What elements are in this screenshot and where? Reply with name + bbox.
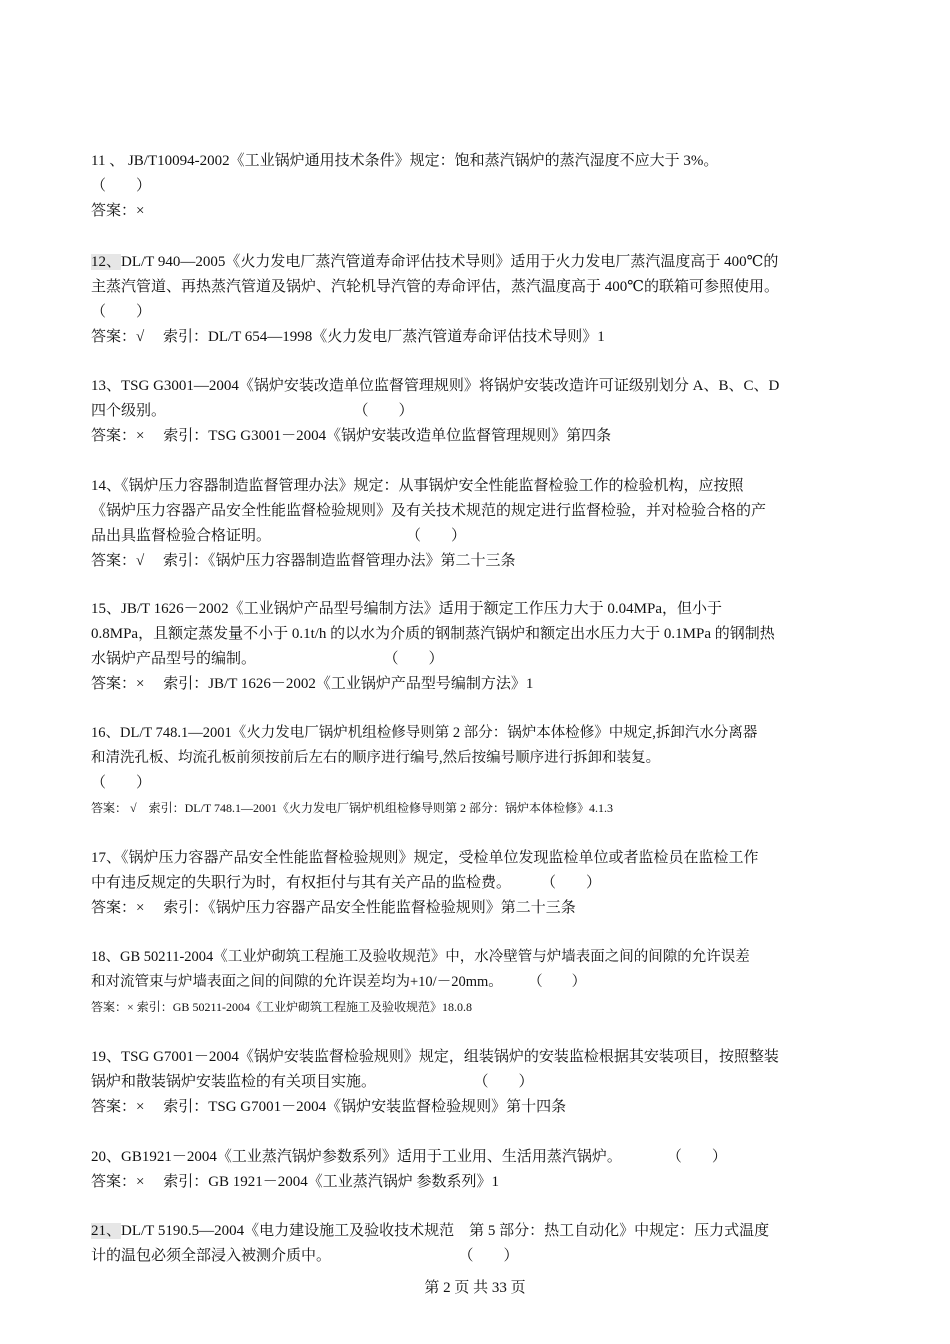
question-line: 计的温包必须全部浸入被测介质中。 （ ） bbox=[91, 1248, 519, 1264]
answer-line: 答案：× 索引：GB 1921－2004《工业蒸汽锅炉 参数系列》1 bbox=[91, 1174, 500, 1190]
question-line: 中有违反规定的失职行为时，有权拒付与其有关产品的监检费。 （ ） bbox=[91, 875, 602, 891]
question-line: （ ） bbox=[91, 178, 152, 194]
question-line: 11 、 JB/T10094-2002《工业锅炉通用技术条件》规定：饱和蒸汽锅炉的蒸汽湿度不应大于 3%。 bbox=[91, 153, 719, 169]
question-18 bbox=[91, 945, 863, 1020]
answer-line: 答案：× bbox=[91, 203, 145, 219]
question-16 bbox=[91, 721, 863, 821]
question-line: 13、TSG G3001—2004《锅炉安装改造单位监督管理规则》将锅炉安装改造许可证级别划分 A、B、C、D bbox=[91, 378, 780, 394]
answer-line: 答案： √ 索引：DL/T 748.1—2001《火力发电厂锅炉机组检修导则第 2 部分：锅炉本体检修》4.1.3 bbox=[91, 801, 614, 815]
question-text: DL/T 940—2005《火力发电厂蒸汽管道寿命评估技术导则》适用于火力发电厂蒸汽温度高于 400℃的 bbox=[121, 254, 779, 270]
question-12 bbox=[91, 250, 863, 350]
question-line: 和清洗孔板、均流孔板前须按前后左右的顺序进行编号,然后按编号顺序进行拆卸和装复。 bbox=[91, 750, 661, 766]
question-line: （ ） bbox=[91, 775, 152, 791]
question-line: （ ） bbox=[91, 304, 152, 320]
answer-line: 答案：× 索引：GB 50211-2004《工业炉砌筑工程施工及验收规范》18.0.8 bbox=[91, 1000, 472, 1014]
answer-line: 答案：× 索引：《锅炉压力容器产品安全性能监督检验规则》第二十三条 bbox=[91, 900, 576, 916]
answer-line: 答案：√ 索引：DL/T 654—1998《火力发电厂蒸汽管道寿命评估技术导则》1 bbox=[91, 329, 605, 345]
question-line: 16、DL/T 748.1—2001《火力发电厂锅炉机组检修导则第 2 部分：锅炉本体检修》中规定,拆卸汽水分离器 bbox=[91, 725, 758, 741]
question-19 bbox=[91, 1045, 863, 1120]
question-line: 17、《锅炉压力容器产品安全性能监督检验规则》规定，受检单位发现监检单位或者监检员在监检工作 bbox=[91, 850, 759, 866]
question-20 bbox=[91, 1145, 863, 1195]
question-line: 主蒸汽管道、再热蒸汽管道及锅炉、汽轮机导汽管的寿命评估，蒸汽温度高于 400℃的联箱可参照使用。 bbox=[91, 279, 780, 295]
answer-line: 答案：× 索引：JB/T 1626－2002《工业锅炉产品型号编制方法》1 bbox=[91, 676, 534, 692]
question-14 bbox=[91, 474, 863, 574]
answer-line: 答案：√ 索引：《锅炉压力容器制造监督管理办法》第二十三条 bbox=[91, 553, 516, 569]
question-line: 《锅炉压力容器产品安全性能监督检验规则》及有关技术规范的规定进行监督检验，并对检验合格的产 bbox=[91, 503, 767, 519]
question-line: 水锅炉产品型号的编制。 （ ） bbox=[91, 651, 444, 667]
question-number: 21、 bbox=[91, 1223, 122, 1239]
question-21 bbox=[91, 1219, 863, 1269]
question-line: 19、TSG G7001－2004《锅炉安装监督检验规则》规定，组装锅炉的安装监检根据其安装项目，按照整装 bbox=[91, 1049, 779, 1065]
question-15 bbox=[91, 597, 863, 697]
question-line bbox=[91, 1219, 863, 1244]
question-number: 12、 bbox=[91, 254, 122, 270]
question-13 bbox=[91, 374, 863, 449]
answer-line: 答案：× 索引：TSG G3001－2004《锅炉安装改造单位监督管理规则》第四条 bbox=[91, 428, 612, 444]
question-line: 锅炉和散装锅炉安装监检的有关项目实施。 （ ） bbox=[91, 1074, 534, 1090]
question-17 bbox=[91, 846, 863, 921]
answer-line: 答案：× 索引：TSG G7001－2004《锅炉安装监督检验规则》第十四条 bbox=[91, 1099, 567, 1115]
question-line: 四个级别。 （ ） bbox=[91, 403, 414, 419]
question-line: 14、《锅炉压力容器制造监督管理办法》规定：从事锅炉安全性能监督检验工作的检验机构，应按照 bbox=[91, 478, 744, 494]
question-line: 和对流管束与炉墙表面之间的间隙的允许误差均为+10/－20mm。 （ ） bbox=[91, 974, 587, 990]
question-line: 20、GB1921－2004《工业蒸汽锅炉参数系列》适用于工业用、生活用蒸汽锅炉。 （ ） bbox=[91, 1149, 727, 1165]
question-line bbox=[91, 250, 863, 275]
question-11 bbox=[91, 149, 863, 224]
question-line: 品出具监督检验合格证明。 （ ） bbox=[91, 528, 467, 544]
question-text: DL/T 5190.5—2004《电力建设施工及验收技术规范 第 5 部分：热工自动化》中规定：压力式温度 bbox=[121, 1223, 770, 1239]
page-footer: 第 2 页 共 33 页 bbox=[424, 1280, 526, 1296]
question-line: 0.8MPa，且额定蒸发量不小于 0.1t/h 的以水为介质的钢制蒸汽锅炉和额定出水压力大于 0.1MPa 的钢制热 bbox=[91, 626, 775, 642]
question-line: 18、GB 50211-2004《工业炉砌筑工程施工及验收规范》中，水冷壁管与炉墙表面之间的间隙的允许误差 bbox=[91, 949, 750, 965]
question-line: 15、JB/T 1626－2002《工业锅炉产品型号编制方法》适用于额定工作压力大于 0.04MPa，但小于 bbox=[91, 601, 722, 617]
